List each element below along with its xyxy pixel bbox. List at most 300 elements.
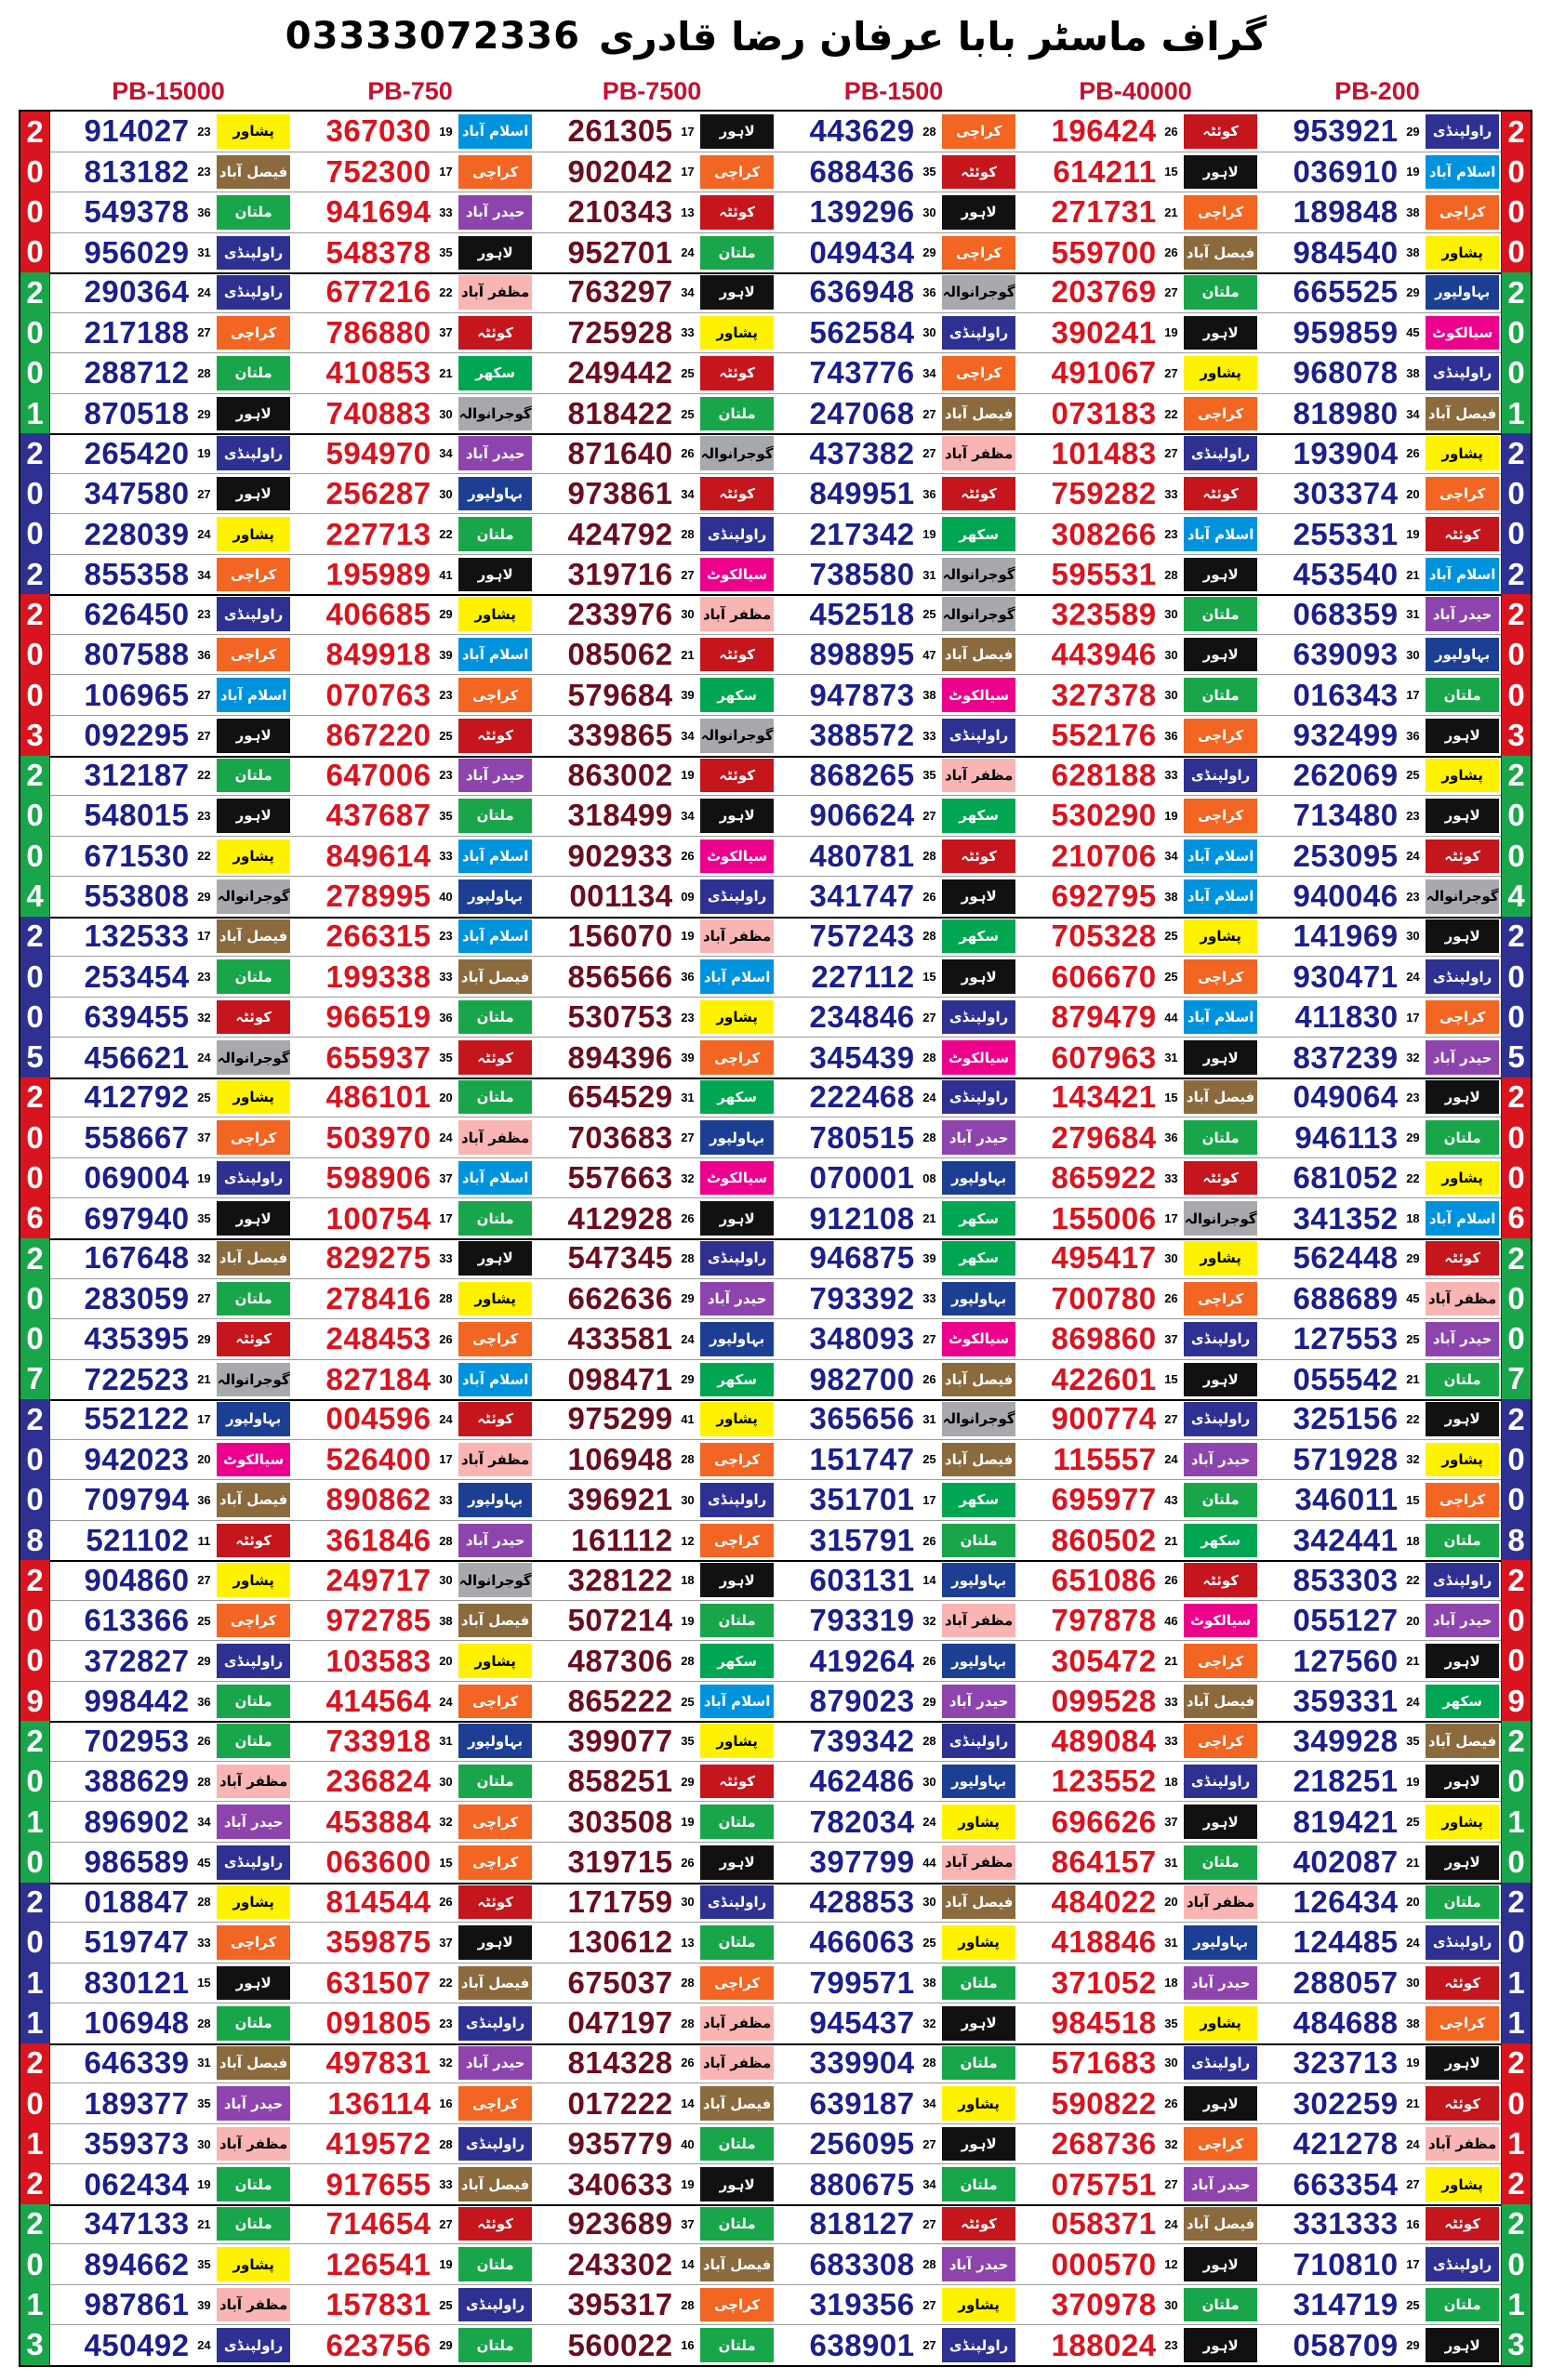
winning-number: 663354 — [1293, 2166, 1399, 2202]
city-badge: ملتان — [700, 1604, 774, 1638]
city-badge: لاہور — [458, 1241, 532, 1276]
draw-day: 26 — [1164, 245, 1178, 260]
draw-day: 22 — [439, 1976, 453, 1990]
city-badge: کراچی — [1184, 1282, 1257, 1316]
year-label-left — [20, 1399, 49, 1560]
year-block — [20, 1883, 1531, 2045]
city-badge: کراچی — [217, 1120, 290, 1155]
winning-number: 956029 — [84, 234, 190, 270]
draw-day: 39 — [681, 688, 695, 703]
year-digit: 3 — [26, 2327, 44, 2362]
draw-day: 36 — [1164, 1130, 1178, 1145]
draw-result-cell — [776, 1883, 1017, 1923]
city-badge: پشاور — [1426, 1443, 1499, 1477]
draw-day: 22 — [439, 527, 453, 542]
draw-day: 36 — [197, 205, 211, 219]
city-badge: کراچی — [1184, 1724, 1257, 1758]
city-badge: حیدر آباد — [1184, 1443, 1257, 1477]
table-row — [50, 514, 1501, 555]
draw-day: 30 — [1406, 647, 1420, 662]
winning-number: 623756 — [325, 2327, 431, 2362]
draw-day: 28 — [922, 2056, 936, 2070]
draw-result-cell — [292, 675, 534, 715]
draw-day: 26 — [1164, 1573, 1178, 1588]
draw-result-cell — [50, 1641, 292, 1681]
draw-day: 24 — [197, 1051, 211, 1065]
draw-day: 28 — [922, 849, 936, 864]
winning-number: 253095 — [1293, 838, 1399, 873]
winning-number: 303508 — [567, 1804, 673, 1839]
draw-result-cell — [1017, 1843, 1259, 1883]
city-badge: لاہور — [1184, 1040, 1257, 1075]
winning-number: 123552 — [1051, 1764, 1157, 1799]
year-label-left — [20, 1238, 49, 1399]
draw-day: 21 — [1164, 1654, 1178, 1669]
draw-result-cell — [50, 1923, 292, 1963]
draw-result-cell — [534, 1923, 776, 1963]
draw-result-cell — [292, 998, 534, 1038]
winning-number: 613366 — [84, 1603, 190, 1638]
draw-result-cell — [1259, 112, 1501, 152]
draw-day: 19 — [922, 527, 936, 542]
draw-day: 22 — [197, 768, 211, 783]
city-badge: مظفر آباد — [217, 2127, 290, 2162]
draw-result-cell — [776, 1964, 1017, 2003]
city-badge: حیدر آباد — [1426, 1604, 1499, 1638]
winning-number: 099528 — [1051, 1684, 1157, 1719]
winning-number: 395317 — [567, 2287, 673, 2322]
draw-result-cell — [534, 394, 776, 434]
city-badge: کوئٹہ — [458, 316, 532, 350]
draw-result-cell — [776, 2003, 1017, 2043]
city-badge: لاہور — [1426, 1402, 1499, 1436]
city-badge: فیصل آباد — [458, 2167, 532, 2202]
city-badge: بہاولپور — [700, 1120, 774, 1155]
draw-day: 11 — [197, 1533, 211, 1548]
draw-result-cell — [50, 1560, 292, 1600]
winning-number: 155006 — [1051, 1200, 1157, 1236]
city-badge: حیدر آباد — [458, 2046, 532, 2081]
draw-day: 26 — [197, 1734, 211, 1749]
draw-day: 33 — [681, 325, 695, 340]
winning-number: 261305 — [567, 113, 673, 149]
draw-day: 30 — [922, 1774, 936, 1789]
year-digit: 2 — [26, 758, 44, 793]
city-badge: راولپنڈی — [942, 1000, 1015, 1035]
winning-number: 132533 — [84, 918, 190, 953]
draw-day: 28 — [1164, 567, 1178, 582]
winning-number: 696626 — [1051, 1804, 1157, 1839]
draw-day: 24 — [1164, 2216, 1178, 2231]
winning-number: 412792 — [84, 1079, 190, 1115]
city-badge: ملتان — [1184, 2288, 1257, 2322]
draw-result-cell — [292, 353, 534, 393]
draw-result-cell — [1259, 1399, 1501, 1439]
city-badge: گوجرانوالہ — [217, 1363, 290, 1397]
city-badge: اسلام آباد — [458, 840, 532, 874]
draw-day: 18 — [1164, 1774, 1178, 1789]
draw-day: 37 — [1164, 1331, 1178, 1346]
winning-number: 397799 — [809, 1844, 915, 1880]
city-badge: لاہور — [217, 799, 290, 833]
draw-day: 27 — [922, 808, 936, 823]
year-digit: 0 — [26, 476, 44, 511]
table-row — [50, 394, 1501, 434]
city-badge: کوئٹہ — [700, 1765, 774, 1799]
draw-day: 29 — [197, 406, 211, 421]
draw-result-cell — [292, 394, 534, 434]
draw-result-cell — [292, 1721, 534, 1761]
draw-result-cell — [534, 1198, 776, 1238]
winning-number: 217342 — [809, 516, 915, 551]
winning-number: 068359 — [1293, 596, 1399, 631]
draw-day: 27 — [1164, 284, 1178, 299]
draw-day: 30 — [1164, 688, 1178, 703]
city-badge: مظفر آباد — [217, 2288, 290, 2322]
draw-day: 33 — [439, 849, 453, 864]
draw-day: 26 — [439, 1331, 453, 1346]
winning-number: 443946 — [1051, 637, 1157, 672]
winning-number: 101483 — [1051, 435, 1157, 470]
winning-number: 636948 — [809, 274, 915, 310]
draw-result-cell — [1259, 917, 1501, 957]
city-badge: لاہور — [700, 1845, 774, 1880]
winning-number: 314719 — [1293, 2287, 1399, 2322]
winning-number: 489084 — [1051, 1723, 1157, 1758]
winning-number: 000570 — [1051, 2246, 1157, 2281]
draw-day: 13 — [681, 205, 695, 219]
city-badge: کوئٹہ — [700, 638, 774, 672]
winning-number: 959859 — [1293, 314, 1399, 350]
table-row — [50, 1117, 1501, 1158]
city-badge: لاہور — [1184, 316, 1257, 350]
draw-day: 19 — [197, 2177, 211, 2192]
draw-day: 32 — [681, 1170, 695, 1185]
year-label-right — [1502, 1078, 1531, 1238]
city-badge: اسلام آباد — [1184, 517, 1257, 551]
city-badge: لاہور — [942, 2006, 1015, 2041]
winning-number: 898895 — [809, 637, 915, 672]
draw-result-cell — [1017, 917, 1259, 957]
table-row — [50, 957, 1501, 998]
draw-result-cell — [534, 233, 776, 273]
draw-result-cell — [292, 1158, 534, 1198]
city-badge: ملتان — [217, 2167, 290, 2202]
year-digit: 0 — [26, 1119, 44, 1155]
table-row — [50, 192, 1501, 233]
winning-number: 814328 — [567, 2044, 673, 2080]
winning-number: 902042 — [567, 153, 673, 189]
draw-day: 38 — [1406, 245, 1420, 260]
draw-result-cell — [1017, 1198, 1259, 1238]
draw-day: 27 — [197, 486, 211, 501]
winning-number: 880675 — [809, 2166, 915, 2202]
draw-day: 22 — [197, 849, 211, 864]
draw-result-cell — [1017, 2043, 1259, 2083]
table-row — [50, 313, 1501, 354]
winning-number: 063600 — [325, 1844, 431, 1880]
draw-day: 25 — [922, 607, 936, 622]
draw-day: 32 — [197, 1010, 211, 1025]
draw-result-cell — [50, 2285, 292, 2325]
draw-result-cell — [534, 716, 776, 756]
city-badge: راولپنڈی — [217, 2328, 290, 2362]
table-row — [50, 1843, 1501, 1883]
draw-result-cell — [50, 1158, 292, 1198]
city-badge: مظفر آباد — [458, 1443, 532, 1477]
draw-day: 30 — [922, 325, 936, 340]
draw-result-cell — [776, 1078, 1017, 1117]
city-badge: سکھر — [942, 799, 1015, 833]
draw-day: 25 — [922, 1452, 936, 1467]
draw-result-cell — [1259, 1158, 1501, 1198]
winning-number: 255331 — [1293, 516, 1399, 551]
draw-day: 39 — [197, 2297, 211, 2312]
winning-number: 466063 — [809, 1924, 915, 1960]
draw-day: 33 — [1164, 1694, 1178, 1709]
city-badge: فیصل آباد — [942, 1885, 1015, 1920]
draw-day: 45 — [1406, 1291, 1420, 1306]
city-badge: ملتان — [458, 2328, 532, 2362]
draw-result-cell — [776, 2204, 1017, 2244]
draw-result-cell — [1259, 2003, 1501, 2043]
winning-number: 829275 — [325, 1240, 431, 1276]
city-badge: پشاور — [217, 114, 290, 149]
draw-result-cell — [534, 1238, 776, 1278]
city-badge: کراچی — [700, 155, 774, 190]
year-digit: 1 — [26, 1964, 44, 2000]
city-badge: فیصل آباد — [1184, 1685, 1257, 1719]
year-label-right — [1502, 756, 1531, 917]
draw-result-cell — [1259, 1198, 1501, 1238]
draw-day: 18 — [681, 1573, 695, 1588]
draw-day: 35 — [922, 768, 936, 783]
city-badge: کوئٹہ — [1426, 517, 1499, 551]
city-badge: ملتان — [700, 1805, 774, 1839]
draw-day: 32 — [439, 2056, 453, 2070]
city-badge: کراچی — [458, 1805, 532, 1839]
draw-result-cell — [776, 1319, 1017, 1359]
draw-result-cell — [1259, 1964, 1501, 2003]
draw-day: 19 — [197, 446, 211, 461]
draw-result-cell — [534, 2325, 776, 2365]
city-badge: لاہور — [1184, 1363, 1257, 1397]
winning-number: 115557 — [1053, 1441, 1157, 1476]
draw-day: 23 — [1164, 527, 1178, 542]
year-label-right — [1502, 2204, 1531, 2365]
city-badge: لاہور — [1426, 1765, 1499, 1799]
winning-number: 626450 — [84, 596, 190, 631]
draw-day: 24 — [681, 245, 695, 260]
draw-result-cell — [1017, 272, 1259, 312]
draw-result-cell — [776, 1440, 1017, 1480]
draw-result-cell — [1259, 555, 1501, 595]
winning-number: 519747 — [84, 1924, 190, 1960]
winning-number: 256095 — [809, 2126, 915, 2162]
draw-result-cell — [1017, 837, 1259, 877]
year-digit: 1 — [1507, 2125, 1525, 2161]
winning-number: 655937 — [325, 1039, 431, 1075]
city-badge: سیالکوٹ — [942, 678, 1015, 712]
winning-number: 315791 — [809, 1523, 915, 1557]
table-row — [50, 1319, 1501, 1360]
draw-result-cell — [50, 594, 292, 634]
year-digit: 0 — [26, 153, 44, 189]
draw-result-cell — [292, 2325, 534, 2365]
winning-number: 249442 — [567, 355, 673, 390]
draw-day: 28 — [681, 1654, 695, 1669]
city-badge: پشاور — [700, 316, 774, 350]
draw-day: 26 — [922, 1654, 936, 1669]
draw-result-cell — [50, 233, 292, 273]
draw-result-cell — [776, 917, 1017, 957]
draw-day: 23 — [1406, 808, 1420, 823]
page-header — [0, 0, 1552, 73]
city-badge: مظفر آباد — [458, 275, 532, 310]
winning-number: 743776 — [809, 355, 915, 390]
draw-result-cell — [1259, 1641, 1501, 1681]
draw-result-cell — [1017, 1762, 1259, 1802]
year-digit: 2 — [1507, 435, 1525, 470]
year-digit: 0 — [1507, 315, 1525, 350]
year-digit: 9 — [26, 1683, 44, 1718]
draw-result-cell — [1259, 152, 1501, 192]
winning-number: 419572 — [325, 2126, 431, 2162]
winning-number: 196424 — [1051, 113, 1157, 149]
city-badge: گوجرانوالہ — [217, 879, 290, 914]
city-badge: پشاور — [217, 840, 290, 874]
year-digit: 2 — [1507, 2166, 1525, 2202]
city-badge: فیصل آباد — [217, 2046, 290, 2081]
draw-result-cell — [50, 1721, 292, 1761]
city-badge: لاہور — [1184, 2086, 1257, 2121]
year-digit: 0 — [26, 677, 44, 712]
city-badge: لاہور — [458, 1925, 532, 1960]
city-badge: کراچی — [1426, 195, 1499, 230]
city-badge: سیالکوٹ — [1426, 316, 1499, 350]
winning-number: 865222 — [567, 1684, 673, 1719]
draw-result-cell — [776, 192, 1017, 232]
winning-number: 327378 — [1051, 677, 1157, 712]
year-label-right — [1502, 433, 1531, 594]
city-badge: راولپنڈی — [942, 2328, 1015, 2362]
winning-number: 868265 — [809, 757, 915, 792]
city-badge: مظفر آباد — [942, 759, 1015, 793]
draw-day: 33 — [1164, 1734, 1178, 1749]
draw-result-cell — [292, 716, 534, 756]
draw-result-cell — [1259, 756, 1501, 796]
city-badge: گوجرانوالہ — [458, 1563, 532, 1597]
column-header-pb-750: PB-750 — [367, 76, 453, 105]
draw-day: 19 — [439, 124, 453, 139]
draw-result-cell — [534, 272, 776, 312]
winning-number: 419264 — [809, 1643, 915, 1678]
winning-number: 199338 — [325, 959, 431, 994]
draw-result-cell — [776, 635, 1017, 675]
draw-result-cell — [534, 313, 776, 353]
city-badge: راولپنڈی — [217, 436, 290, 470]
winning-number: 073183 — [1051, 396, 1157, 430]
winning-number: 904860 — [84, 1562, 190, 1597]
city-badge: راولپنڈی — [458, 2127, 532, 2162]
winning-number: 646339 — [84, 2044, 190, 2080]
city-badge: حیدر آباد — [942, 2247, 1015, 2281]
draw-result-cell — [1017, 1238, 1259, 1278]
draw-result-cell — [534, 474, 776, 514]
draw-day: 18 — [1406, 1211, 1420, 1226]
draw-day: 19 — [681, 2177, 695, 2192]
year-digit: 0 — [1507, 476, 1525, 511]
draw-result-cell — [292, 1802, 534, 1842]
winning-number: 171759 — [567, 1884, 673, 1919]
year-digit: 0 — [26, 234, 44, 270]
year-digit: 8 — [1507, 1522, 1525, 1557]
draw-day: 20 — [1406, 1613, 1420, 1628]
year-digit: 0 — [26, 1924, 44, 1960]
city-badge: گوجرانوالہ — [217, 1040, 290, 1075]
draw-result-cell — [292, 756, 534, 796]
draw-result-cell — [776, 594, 1017, 634]
draw-result-cell — [292, 433, 534, 473]
city-badge: گوجرانوالہ — [1426, 879, 1499, 914]
winning-number: 579684 — [567, 677, 673, 712]
winning-number: 193904 — [1293, 435, 1399, 470]
winning-number: 552176 — [1051, 718, 1157, 753]
draw-result-cell — [534, 152, 776, 192]
draw-result-cell — [534, 2003, 776, 2043]
draw-result-cell — [1017, 796, 1259, 836]
year-block — [20, 1560, 1531, 1723]
draw-result-cell — [1017, 1038, 1259, 1078]
winning-number: 946113 — [1294, 1119, 1399, 1155]
draw-result-cell — [776, 1360, 1017, 1400]
city-badge: راولپنڈی — [942, 316, 1015, 350]
city-badge: لاہور — [942, 959, 1015, 994]
draw-day: 26 — [681, 2056, 695, 2070]
draw-day: 32 — [1406, 1051, 1420, 1065]
draw-result-cell — [1259, 1762, 1501, 1802]
city-badge: حیدر آباد — [1426, 597, 1499, 631]
draw-result-cell — [534, 1682, 776, 1722]
winning-number: 100754 — [325, 1200, 431, 1236]
winning-number: 341352 — [1293, 1200, 1399, 1236]
draw-result-cell — [1017, 555, 1259, 595]
draw-result-cell — [1017, 716, 1259, 756]
city-badge: ملتان — [1184, 1845, 1257, 1880]
draw-result-cell — [292, 1038, 534, 1078]
draw-day: 31 — [1164, 1855, 1178, 1870]
year-digit: 2 — [1507, 1884, 1525, 1920]
column-headers — [37, 73, 1506, 110]
city-badge: ملتان — [1426, 678, 1499, 712]
year-digit: 8 — [26, 1522, 44, 1557]
draw-result-cell — [776, 796, 1017, 836]
city-badge: لاہور — [217, 397, 290, 431]
winning-number: 562584 — [809, 314, 915, 350]
draw-result-cell — [1017, 1440, 1259, 1480]
city-badge: حیدر آباد — [942, 1685, 1015, 1719]
draw-result-cell — [1259, 474, 1501, 514]
winning-number: 016343 — [1293, 677, 1399, 712]
draw-result-cell — [1259, 2124, 1501, 2164]
table-row — [50, 1158, 1501, 1199]
winning-number: 982700 — [809, 1361, 915, 1396]
winning-number: 598906 — [325, 1160, 431, 1196]
year-label-right — [1502, 594, 1531, 755]
city-badge: فیصل آباد — [700, 2247, 774, 2281]
draw-result-cell — [534, 433, 776, 473]
draw-result-cell — [776, 272, 1017, 312]
